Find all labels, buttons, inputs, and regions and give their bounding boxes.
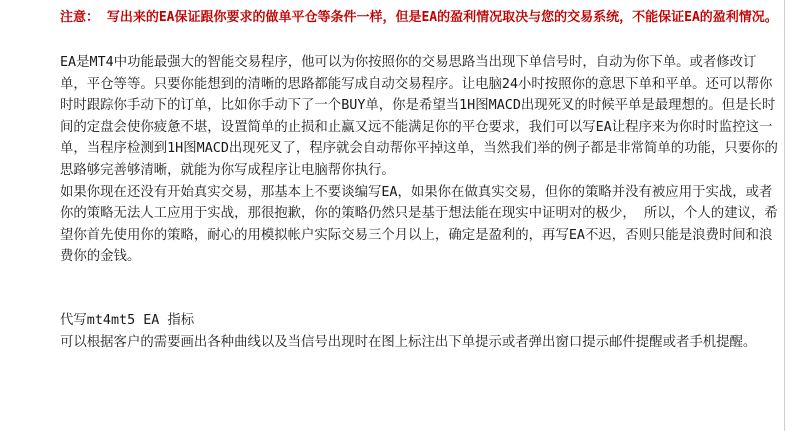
advice-paragraph: 如果你现在还没有开始真实交易，那基本上不要谈编写EA，如果你在做真实交易，但你的策略并没有被应用于实战，或者你的策略无法人工应用于实战，那很抱歉，你的策略仍然只是基于想法能在现实中证明对的极少， 所以，个人的建议，希望你首先使用你的策略，耐心的用模拟帐户实际交易三个月以上，确定是盈利的，再写EA不迟，否则只能是浪费时间和浪费你的金钱。 [60, 184, 778, 265]
service-paragraph: 代写mt4mt5 EA 指标 可以根据客户的需要画出各种曲线以及当信号出现时在图上标注出下单提示或者弹出窗口提示邮件提醒或者手机提醒。 [60, 312, 757, 350]
document-page [60, 0, 780, 431]
ea-intro-paragraph: EA是MT4中功能最强大的智能交易程序，他可以为你按照你的交易思路当出现下单信号时，自动为你下单。或者修改订单，平仓等等。只要你能想到的清晰的思路都能写成自动交易程序。让电脑24小时按照你的意思下单和平单。还可以帮你时时跟踪你手动下的订单，比如你手动下了一个BUY单，你是希望当1H图MACD出现死叉的时候平单是最理想的。但是长时间的定盘会使你疲惫不堪，设置简单的止损和止赢又远不能满足你的平仓要求，我们可以写EA让程序来为你时时监控这一单，当程序检测到1H图MACD出现死叉了，程序就会自动帮你平掉这单，当然我们举的例子都是非常简单的功能，只要你的思路够完善够清晰，就能为你写成程序让电脑帮你执行。 [60, 55, 778, 178]
page-edge-divider [784, 0, 785, 431]
notice-text: 注意： 写出来的EA保证跟你要求的做单平仓等条件一样，但是EA的盈利情况取决与您的交易系统，不能保证EA的盈利情况。 [60, 10, 778, 25]
